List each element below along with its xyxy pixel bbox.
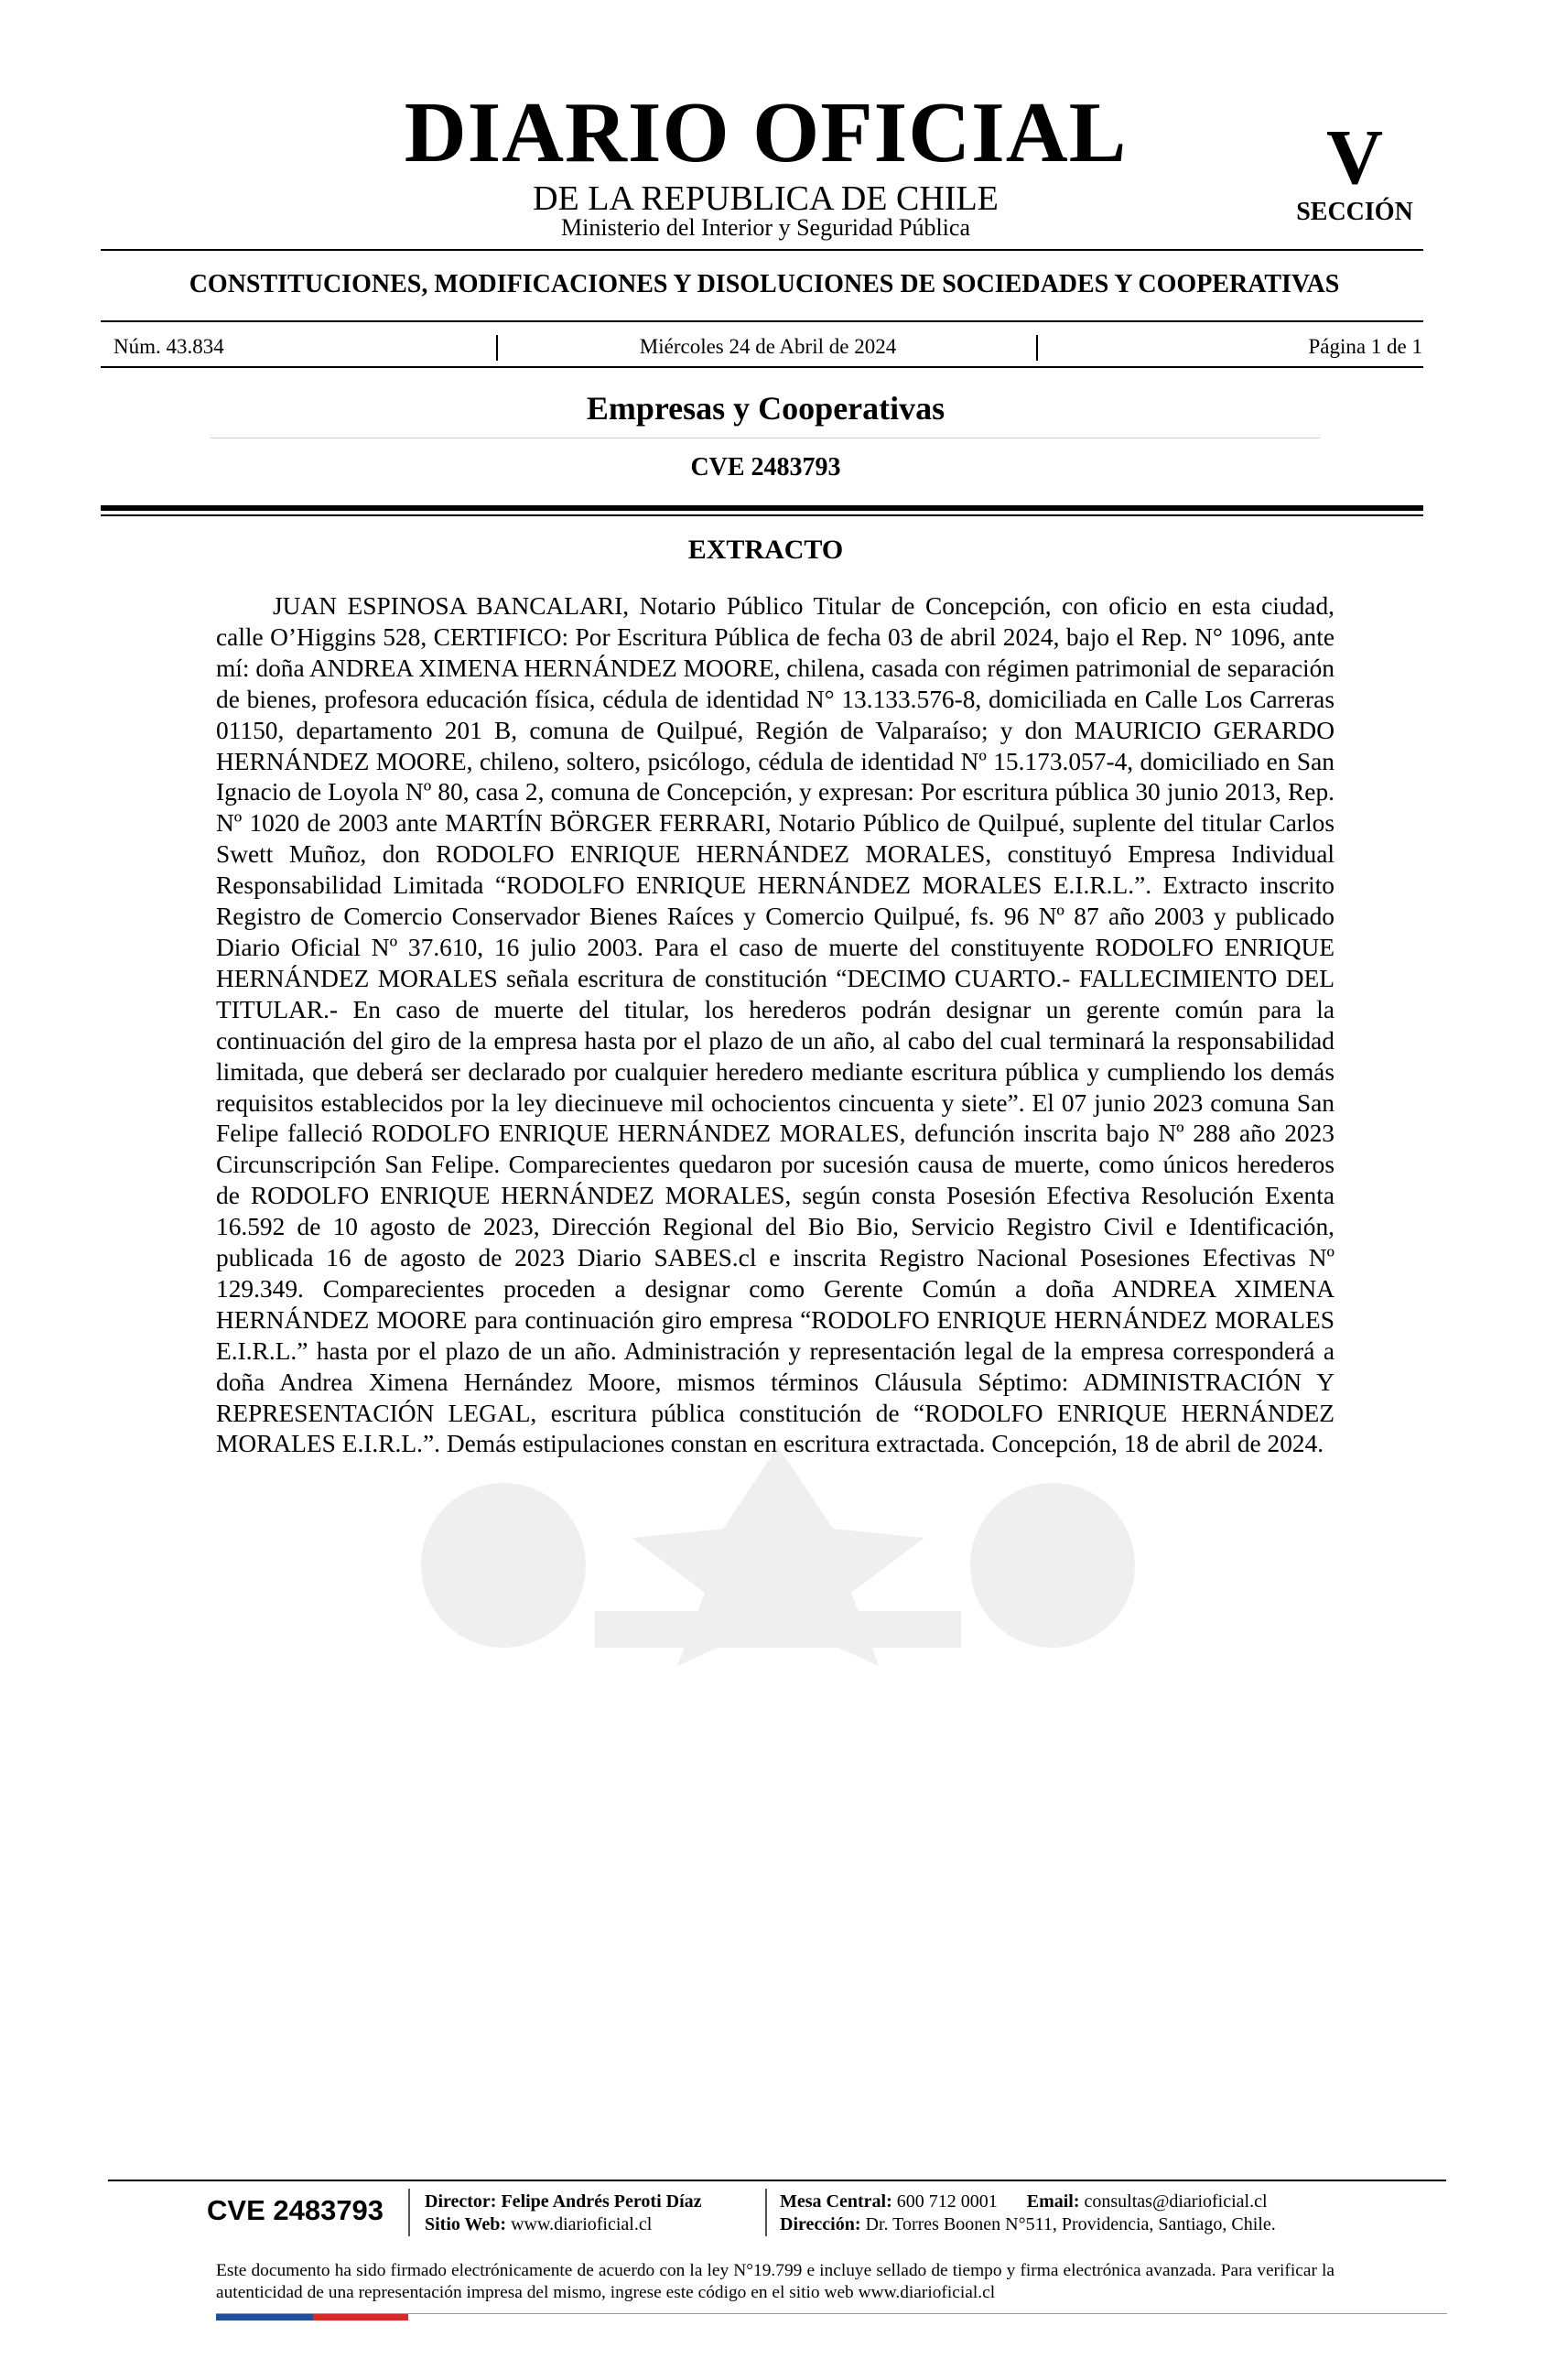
- issue-info-row: [113, 333, 1422, 361]
- issue-top-rule: [101, 320, 1423, 322]
- legal-notice: Este documento ha sido firmado electrónicamente de acuerdo con la ley N°19.799 e incluye sellado de tiempo y firma electrónica avanzada. Para verificar la autenticidad de una representación impresa del mismo, ingrese este código en el sitio web www.diarioficial.cl: [216, 2261, 1334, 2302]
- extract-body: JUAN ESPINOSA BANCALARI, Notario Público Titular de Concepción, con oficio en esta ciudad, calle O’Higgins 528, CERTIFICO: Por Escritura Pública de fecha 03 de abril 2024, bajo el Rep. N° 1096, ante mí: doña ANDREA XIMENA HERNÁNDEZ MOORE, chilena, casada con régimen patrimonial de separación de bienes, profesora educación física, cédula de identidad N° 13.133.576-8, domiciliada en Calle Los Carreras 01150, departamento 201 B, comuna de Quilpué, Región de Valparaíso; y don MAURICIO GERARDO HERNÁNDEZ MOORE, chileno, soltero, psicólogo, cédula de identidad Nº 15.173.057-4, domiciliado en San Ignacio de Loyola Nº 80, casa 2, comuna de Concepción, y expresan: Por escritura pública 30 junio 2013, Rep. Nº 1020 de 2003 ante MARTÍN BÖRGER FERRARI, Notario Público de Quilpué, suplente del titular Carlos Swett Muñoz, don RODOLFO ENRIQUE HERNÁNDEZ MORALES, constituyó Empresa Individual Responsabilidad Limitada “RODOLFO ENRIQUE HERNÁNDEZ MORALES E.I.R.L.”. Extracto inscrito Registro de Comercio Conservador Bienes Raíces y Comercio Quilpué, fs. 96 Nº 87 año 2003 y publicado Diario Oficial Nº 37.610, 16 julio 2003. Para el caso de muerte del constituyente RODOLFO ENRIQUE HERNÁNDEZ MORALES señala escritura de constitución “DECIMO CUARTO.- FALLECIMIENTO DEL TITULAR.- En caso de muerte del titular, los herederos podrán designar un gerente común para la continuación del giro de la empresa hasta por el plazo de un año, al cabo del cual terminará la responsabilidad limitada, que deberá ser declarado por cualquier heredero mediante escritura pública y cumpliendo los demás requisitos establecidos por la ley diecinueve mil ochocientos cincuenta y siete”. El 07 junio 2023 comuna San Felipe falleció RODOLFO ENRIQUE HERNÁNDEZ MORALES, defunción inscrita bajo Nº 288 año 2023 Circunscripción San Felipe. Comparecientes quedaron por sucesión causa de muerte, como únicos herederos de RODOLFO ENRIQUE HERNÁNDEZ MORALES, según consta Posesión Efectiva Resolución Exenta 16.592 de 10 agosto de 2023, Dirección Regional del Bio Bio, Servicio Registro Civil e Identificación, publicada 16 de agosto de 2023 Diario SABES.cl e inscrita Registro Nacional Posesiones Efectivas Nº 129.349. Comparecientes proceden a designar como Gerente Común a doña ANDREA XIMENA HERNÁNDEZ MOORE para continuación giro empresa “RODOLFO ENRIQUE HERNÁNDEZ MORALES E.I.R.L.” hasta por el plazo de un año. Administración y representación legal de la empresa corresponderá a doña Andrea Ximena Hernández Moore, mismos términos Cláusula Séptimo: ADMINISTRACIÓN Y REPRESENTACIÓN LEGAL, escritura pública constitución de “RODOLFO ENRIQUE HERNÁNDEZ MORALES E.I.R.L.”. Demás estipulaciones constan en escritura extractada. Concepción, 18 de abril de 2024.: [216, 592, 1334, 1458]
- email-link[interactable]: consultas@diarioficial.cl: [1084, 2191, 1268, 2212]
- section-label: SECCIÓN: [1296, 198, 1413, 226]
- phone-label: Mesa Central:: [780, 2191, 892, 2212]
- cve-thick-rule: [101, 505, 1423, 511]
- issue-number: Núm. 43.834: [113, 335, 224, 358]
- phone-number: 600 712 0001: [896, 2191, 998, 2212]
- issue-separator: [1036, 335, 1038, 361]
- footer-rule: [108, 2180, 1446, 2181]
- address-label: Dirección:: [780, 2214, 861, 2234]
- coat-of-arms-watermark: [320, 1428, 1236, 1666]
- masthead-title: DIARIO OFICIAL: [404, 85, 1128, 180]
- director-label: Director:: [425, 2191, 497, 2212]
- masthead-subtitle: DE LA REPUBLICA DE CHILE: [533, 179, 999, 218]
- category-title: Empresas y Cooperativas: [586, 390, 945, 427]
- footer-website: [425, 2213, 652, 2236]
- ministry-label: Ministerio del Interior y Seguridad Pública: [561, 214, 970, 241]
- director-name: Felipe Andrés Peroti Díaz: [501, 2191, 702, 2212]
- flag-stripe-blue: [216, 2314, 313, 2320]
- section-band-title: CONSTITUCIONES, MODIFICACIONES Y DISOLUCIONES DE SOCIEDADES Y COOPERATIVAS: [189, 270, 1340, 298]
- footer-contact: [780, 2191, 1268, 2213]
- footer-address: [780, 2213, 1276, 2236]
- address-text: Dr. Torres Boonen N°511, Providencia, Santiago, Chile.: [865, 2214, 1276, 2234]
- footer-director: [425, 2191, 702, 2213]
- issue-date: Miércoles 24 de Abril de 2024: [639, 335, 897, 358]
- section-letter: V: [1325, 113, 1384, 200]
- cve-code: CVE 2483793: [690, 453, 841, 481]
- footer-divider: [765, 2189, 767, 2236]
- cve-thin-rule: [101, 514, 1423, 516]
- extract-heading: EXTRACTO: [687, 535, 844, 565]
- footer-cve-code: CVE 2483793: [207, 2194, 384, 2226]
- issue-bottom-rule: [101, 366, 1423, 368]
- email-label: Email:: [1026, 2191, 1080, 2212]
- page-info: Página 1 de 1: [1308, 335, 1422, 358]
- footer-divider: [408, 2189, 410, 2236]
- issue-separator: [496, 335, 498, 361]
- website-link[interactable]: www.diarioficial.cl: [511, 2214, 653, 2234]
- website-label: Sitio Web:: [425, 2214, 507, 2234]
- header-top-rule: [101, 249, 1423, 251]
- flag-stripe-red: [313, 2314, 408, 2320]
